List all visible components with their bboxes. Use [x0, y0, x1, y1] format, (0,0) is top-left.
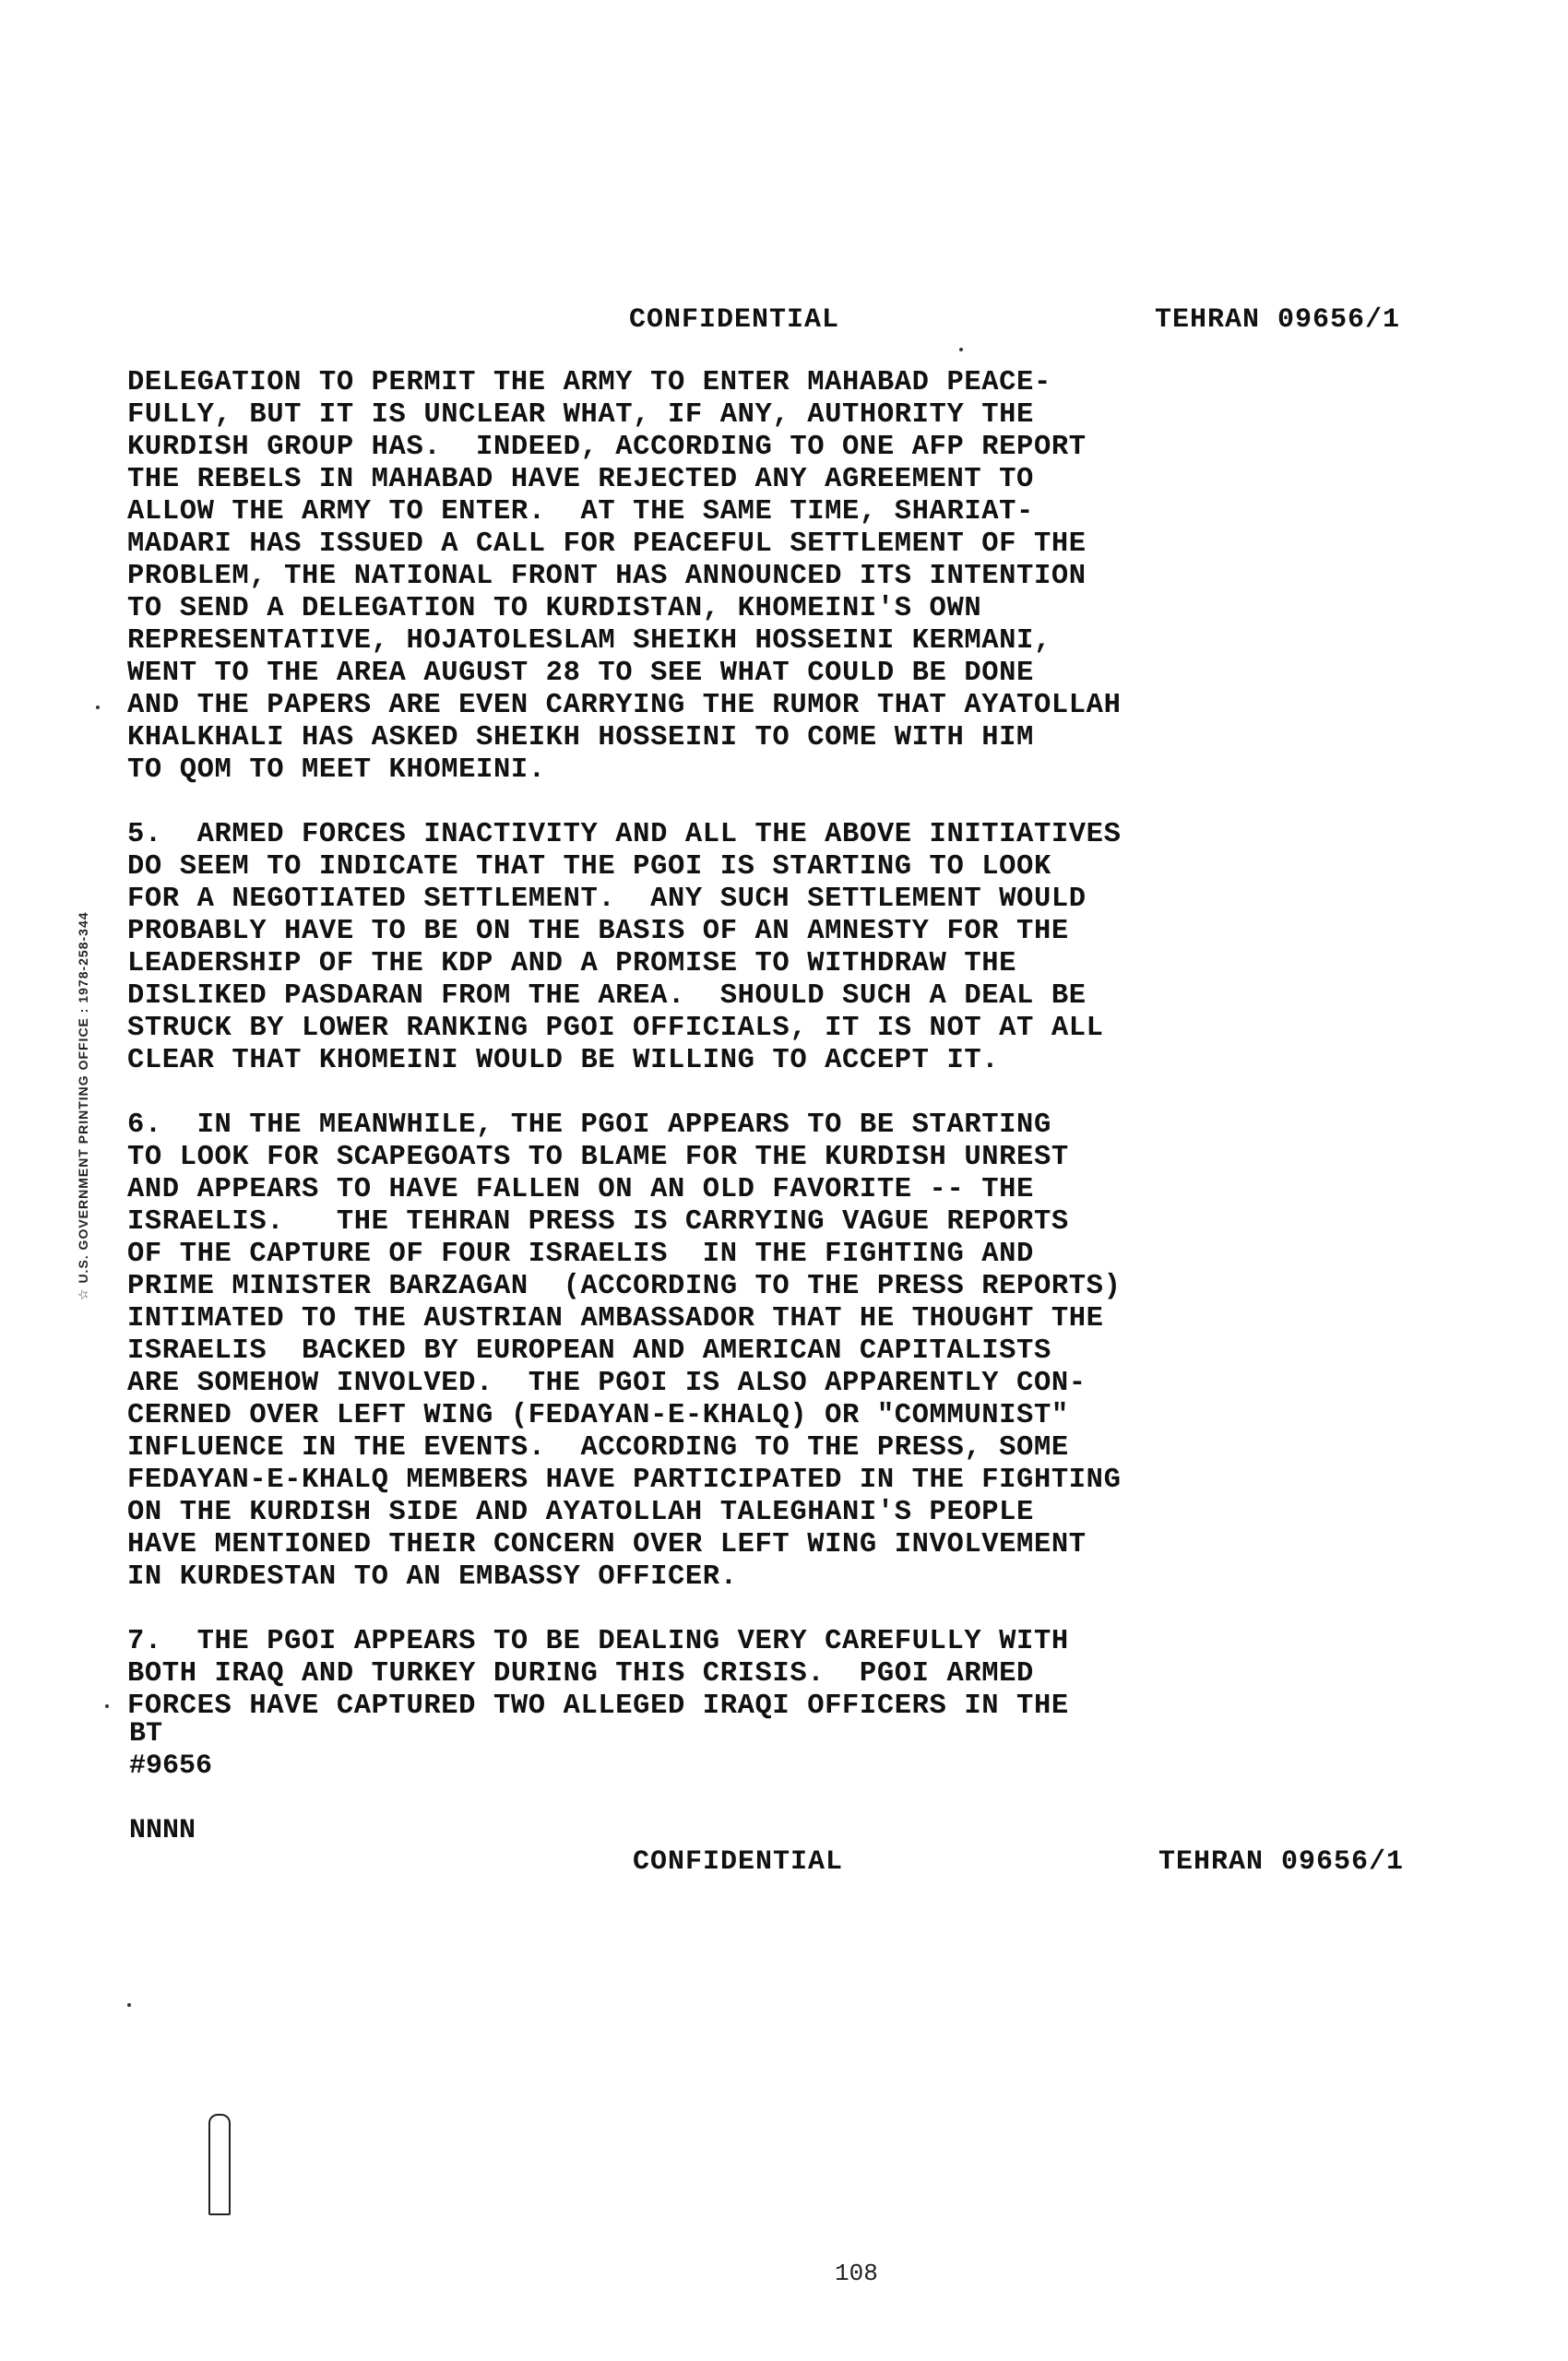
- paragraph-continued: [127, 367, 1280, 787]
- text-line: MADARI HAS ISSUED A CALL FOR PEACEFUL SETTLEMENT OF THE: [127, 528, 1087, 560]
- end-of-message-marker: NNNN: [129, 1815, 196, 1846]
- classification-header: CONFIDENTIAL: [629, 304, 840, 336]
- text-line: ALLOW THE ARMY TO ENTER. AT THE SAME TIME, SHARIAT-: [127, 496, 1034, 528]
- paragraph-5: [127, 819, 1280, 1077]
- text-line: 5. ARMED FORCES INACTIVITY AND ALL THE ABOVE INITIATIVES: [127, 819, 1122, 850]
- text-line: KHALKHALI HAS ASKED SHEIKH HOSSEINI TO COME WITH HIM: [127, 722, 1034, 753]
- text-line: FEDAYAN-E-KHALQ MEMBERS HAVE PARTICIPATED IN THE FIGHTING: [127, 1465, 1122, 1496]
- text-line: WENT TO THE AREA AUGUST 28 TO SEE WHAT COULD BE DONE: [127, 658, 1034, 689]
- text-line: CLEAR THAT KHOMEINI WOULD BE WILLING TO ACCEPT IT.: [127, 1045, 1000, 1076]
- text-line: DISLIKED PASDARAN FROM THE AREA. SHOULD SUCH A DEAL BE: [127, 980, 1087, 1012]
- text-line: ISRAELIS BACKED BY EUROPEAN AND AMERICAN CAPITALISTS: [127, 1335, 1051, 1367]
- text-line: AND THE PAPERS ARE EVEN CARRYING THE RUMOR THAT AYATOLLAH: [127, 690, 1122, 721]
- text-line: IN KURDESTAN TO AN EMBASSY OFFICER.: [127, 1561, 738, 1593]
- text-line: 7. THE PGOI APPEARS TO BE DEALING VERY CAREFULLY WITH: [127, 1626, 1069, 1657]
- scan-speck: [105, 1704, 109, 1708]
- cable-reference-header: TEHRAN 09656/1: [1155, 304, 1401, 336]
- message-number: #9656: [129, 1750, 213, 1782]
- page-number: 108: [835, 2260, 878, 2287]
- text-line: LEADERSHIP OF THE KDP AND A PROMISE TO WITHDRAW THE: [127, 948, 1017, 979]
- text-line: HAVE MENTIONED THEIR CONCERN OVER LEFT WING INVOLVEMENT: [127, 1529, 1087, 1560]
- text-line: FULLY, BUT IT IS UNCLEAR WHAT, IF ANY, AUTHORITY THE: [127, 399, 1034, 431]
- text-line: ON THE KURDISH SIDE AND AYATOLLAH TALEGHANI'S PEOPLE: [127, 1497, 1034, 1528]
- text-line: AND APPEARS TO HAVE FALLEN ON AN OLD FAVORITE -- THE: [127, 1174, 1034, 1205]
- scan-speck: [959, 348, 963, 351]
- text-line: INFLUENCE IN THE EVENTS. ACCORDING TO THE PRESS, SOME: [127, 1432, 1069, 1464]
- text-line: TO SEND A DELEGATION TO KURDISTAN, KHOMEINI'S OWN: [127, 593, 982, 624]
- text-line: TO QOM TO MEET KHOMEINI.: [127, 754, 546, 786]
- text-line: BOTH IRAQ AND TURKEY DURING THIS CRISIS. PGOI ARMED: [127, 1658, 1034, 1690]
- paragraph-7: [127, 1626, 1280, 1723]
- paragraph-gap: [127, 1077, 1280, 1109]
- bt-marker: BT: [129, 1718, 163, 1750]
- paragraph-6: [127, 1109, 1280, 1594]
- text-line: 6. IN THE MEANWHILE, THE PGOI APPEARS TO BE STARTING: [127, 1109, 1051, 1141]
- text-line: REPRESENTATIVE, HOJATOLESLAM SHEIKH HOSSEINI KERMANI,: [127, 625, 1051, 657]
- scan-speck: [96, 706, 100, 709]
- cable-body: [127, 367, 1280, 1723]
- text-line: KURDISH GROUP HAS. INDEED, ACCORDING TO ONE AFP REPORT: [127, 432, 1087, 463]
- text-line: ARE SOMEHOW INVOLVED. THE PGOI IS ALSO APPARENTLY CON-: [127, 1368, 1087, 1399]
- text-line: STRUCK BY LOWER RANKING PGOI OFFICIALS, IT IS NOT AT ALL: [127, 1013, 1104, 1044]
- text-line: INTIMATED TO THE AUSTRIAN AMBASSADOR THAT HE THOUGHT THE: [127, 1303, 1104, 1335]
- text-line: PROBABLY HAVE TO BE ON THE BASIS OF AN AMNESTY FOR THE: [127, 916, 1069, 947]
- text-line: CERNED OVER LEFT WING (FEDAYAN-E-KHALQ) OR "COMMUNIST": [127, 1400, 1069, 1431]
- text-line: FOR A NEGOTIATED SETTLEMENT. ANY SUCH SETTLEMENT WOULD: [127, 884, 1087, 915]
- margin-bracket-mark: [208, 2114, 231, 2215]
- gpo-margin-imprint: ☆ U.S. GOVERNMENT PRINTING OFFICE : 1978-258-344: [76, 911, 90, 1300]
- text-line: THE REBELS IN MAHABAD HAVE REJECTED ANY AGREEMENT TO: [127, 464, 1034, 495]
- text-line: TO LOOK FOR SCAPEGOATS TO BLAME FOR THE KURDISH UNREST: [127, 1142, 1069, 1173]
- text-line: PRIME MINISTER BARZAGAN (ACCORDING TO THE PRESS REPORTS): [127, 1271, 1122, 1302]
- cable-reference-footer: TEHRAN 09656/1: [1158, 1846, 1405, 1878]
- text-line: ISRAELIS. THE TEHRAN PRESS IS CARRYING VAGUE REPORTS: [127, 1206, 1069, 1238]
- paragraph-gap: [127, 1594, 1280, 1626]
- text-line: PROBLEM, THE NATIONAL FRONT HAS ANNOUNCED ITS INTENTION: [127, 561, 1087, 592]
- text-line: DELEGATION TO PERMIT THE ARMY TO ENTER MAHABAD PEACE-: [127, 367, 1051, 398]
- text-line: FORCES HAVE CAPTURED TWO ALLEGED IRAQI OFFICERS IN THE: [127, 1691, 1069, 1722]
- text-line: DO SEEM TO INDICATE THAT THE PGOI IS STARTING TO LOOK: [127, 851, 1051, 883]
- classification-footer: CONFIDENTIAL: [633, 1846, 844, 1878]
- paragraph-gap: [127, 787, 1280, 819]
- scan-speck: [127, 2003, 131, 2007]
- text-line: OF THE CAPTURE OF FOUR ISRAELIS IN THE FIGHTING AND: [127, 1239, 1034, 1270]
